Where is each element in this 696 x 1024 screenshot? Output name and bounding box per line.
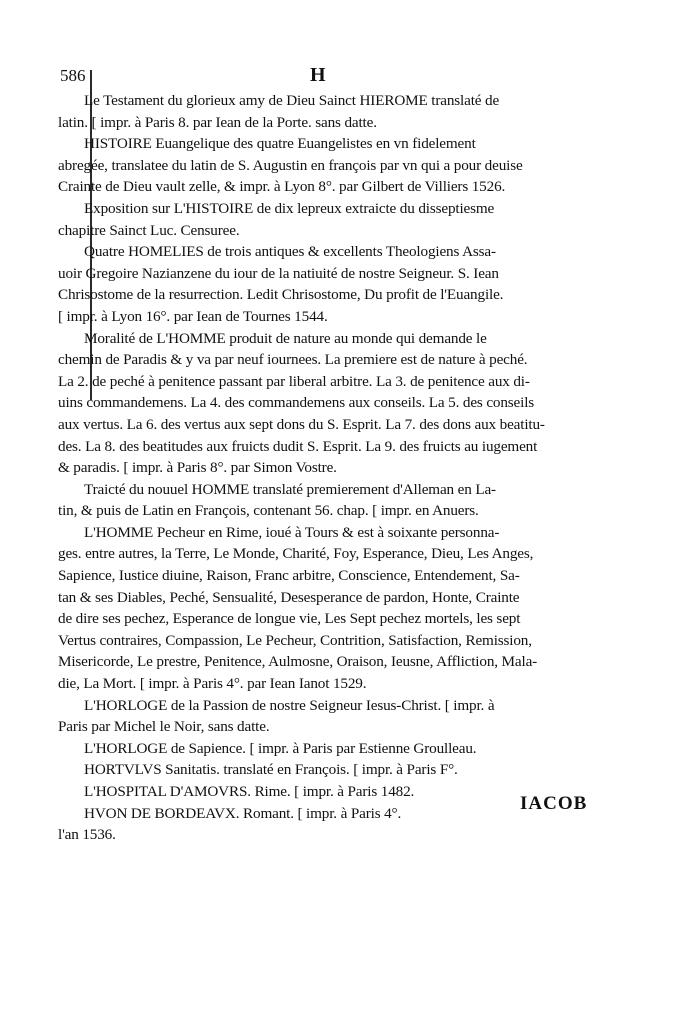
text-line: Quatre HOMELIES de trois antiques & excellents Theologiens Assa- bbox=[84, 243, 496, 261]
catchword: IACOB bbox=[520, 793, 588, 814]
text-line: Sapience, Iustice diuine, Raison, Franc arbitre, Conscience, Entendement, Sa- bbox=[58, 567, 520, 585]
text-line: abregée, translatee du latin de S. Augustin en françois par vn qui a pour deuise bbox=[58, 156, 523, 174]
text-line: L'HORLOGE de la Passion de nostre Seigneur Iesus-Christ. [ impr. à bbox=[84, 696, 495, 714]
text-line: tan & ses Diables, Peché, Sensualité, Desesperance de pardon, Honte, Crainte bbox=[58, 588, 520, 606]
text-line: Traicté du nouuel HOMME translaté premierement d'Alleman en La- bbox=[84, 480, 496, 498]
page-header bbox=[60, 66, 620, 92]
text-line: Crainte de Dieu vault zelle, & impr. à Lyon 8°. par Gilbert de Villiers 1526. bbox=[58, 178, 506, 196]
text-line: L'HOMME Pecheur en Rime, ioué à Tours & est à soixante personna- bbox=[84, 523, 500, 541]
text-line: Moralité de L'HOMME produit de nature au monde qui demande le bbox=[84, 329, 487, 347]
text-line: HVON DE BORDEAVX. Romant. [ impr. à Paris 4°. bbox=[84, 804, 402, 822]
text-line: die, La Mort. [ impr. à Paris 4°. par Iean Ianot 1529. bbox=[58, 675, 367, 693]
page-number: 586 bbox=[60, 66, 86, 85]
text-line: Misericorde, Le prestre, Penitence, Aulmosne, Oraison, Ieusne, Affliction, Mala- bbox=[58, 653, 538, 671]
text-line: aux vertus. La 6. des vertus aux sept dons du S. Esprit. La 7. des dons aux beatitu- bbox=[58, 415, 545, 433]
text-line: L'HOSPITAL D'AMOVRS. Rime. [ impr. à Paris 1482. bbox=[84, 783, 415, 800]
text-line: & paradis. [ impr. à Paris 8°. par Simon Vostre. bbox=[58, 459, 337, 477]
text-line: tin, & puis de Latin en François, contenant 56. chap. [ impr. en Anuers. bbox=[58, 502, 479, 520]
text-line: latin. [ impr. à Paris 8. par Iean de la Porte. sans datte. bbox=[58, 113, 377, 131]
running-head: H bbox=[310, 64, 326, 86]
text-line: L'HORLOGE de Sapience. [ impr. à Paris par Estienne Groulleau. bbox=[84, 739, 477, 757]
text-line: Le Testament du glorieux amy de Dieu Sainct HIEROME translaté de bbox=[84, 92, 500, 109]
text-line: chemin de Paradis & y va par neuf iournees. La premiere est de nature à peché. bbox=[58, 351, 528, 369]
body-text bbox=[58, 90, 590, 846]
text-line: HORTVLVS Sanitatis. translaté en François. [ impr. à Paris F°. bbox=[84, 761, 458, 779]
text-line: La 2. de peché à penitence passant par liberal arbitre. La 3. de penitence aux di- bbox=[58, 372, 530, 390]
text-line: uoir Gregoire Nazianzene du iour de la natiuité de nostre Seigneur. S. Iean bbox=[58, 264, 499, 282]
text-line: des. La 8. des beatitudes aux fruicts dudit S. Esprit. La 9. des fruicts au iugement bbox=[58, 437, 538, 455]
text-line: de dire ses pechez, Esperance de longue vie, Les Sept pechez mortels, les sept bbox=[58, 610, 521, 628]
text-line: [ impr. à Lyon 16°. par Iean de Tournes 1544. bbox=[58, 307, 328, 325]
text-line: l'an 1536. bbox=[58, 826, 116, 844]
text-line: uins commandemens. La 4. des commandemens aux conseils. La 5. des conseils bbox=[58, 394, 535, 412]
text-line: HISTOIRE Euangelique des quatre Euangelistes en vn fidelement bbox=[84, 135, 476, 153]
text-line: Vertus contraires, Compassion, Le Pecheur, Contrition, Satisfaction, Remission, bbox=[58, 631, 532, 649]
text-line: Exposition sur L'HISTOIRE de dix lepreux extraicte du disseptiesme bbox=[84, 199, 495, 217]
text-line: chapitre Sainct Luc. Censuree. bbox=[58, 221, 240, 239]
text-line: Chrisostome de la resurrection. Ledit Chrisostome, Du profit de l'Euangile. bbox=[58, 286, 504, 304]
text-line: Paris par Michel le Noir, sans datte. bbox=[58, 718, 270, 736]
text-line: ges. entre autres, la Terre, Le Monde, Charité, Foy, Esperance, Dieu, Les Anges, bbox=[58, 545, 534, 563]
